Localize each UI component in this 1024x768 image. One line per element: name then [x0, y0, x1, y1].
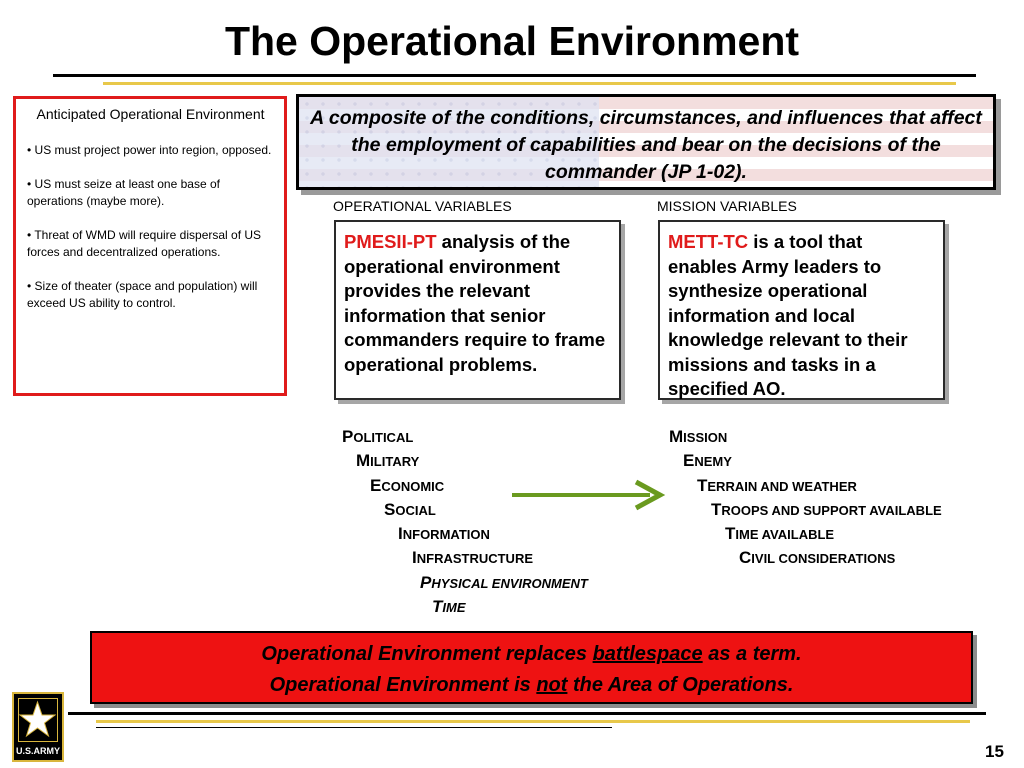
panel-bullet: • Size of theater (space and population) will exceed US ability to control.: [27, 279, 258, 310]
page-number: 15: [985, 742, 1004, 761]
pmesii-item: INFORMATION: [398, 524, 490, 543]
mett-tc-acronym: METT-TC: [668, 231, 749, 252]
us-army-logo: [12, 692, 64, 762]
right-arrow-icon: [510, 478, 670, 512]
mett-tc-description-box: [658, 220, 945, 400]
mett-tc-item: ENEMY: [683, 451, 732, 470]
mett-tc-item: CIVIL CONSIDERATIONS: [739, 548, 896, 567]
mett-tc-description: is a tool that enables Army leaders to synthesize operational information and local knowledge relevant to their missions and tasks in a specified AO.: [668, 231, 908, 399]
mett-tc-item: TERRAIN AND WEATHER: [697, 476, 857, 495]
pmesii-item: MILITARY: [356, 451, 420, 470]
operational-variables-label: OPERATIONAL VARIABLES: [333, 198, 512, 214]
anticipated-environment-panel: [13, 96, 287, 396]
title-rule-gold: [103, 82, 956, 85]
slide-title: The Operational Environment: [224, 18, 800, 64]
operational-environment-note: [90, 631, 973, 704]
pmesii-item: INFRASTRUCTURE: [412, 548, 534, 567]
note-line-2: Operational Environment is not the Area of Operations.: [269, 674, 794, 696]
panel-bullet: • Threat of WMD will require dispersal of US forces and decentralized operations.: [27, 228, 262, 259]
pmesii-item: SOCIAL: [384, 500, 436, 519]
mett-tc-item: MISSION: [669, 427, 728, 446]
note-line-1: Operational Environment replaces battlespace as a term.: [261, 643, 802, 665]
pmesii-description: analysis of the operational environment provides the relevant information that senior commanders require to frame operational problems.: [344, 231, 606, 375]
footer-rule-gold: [96, 720, 970, 723]
footer-rule-thin: [96, 727, 612, 728]
mett-tc-item: TIME AVAILABLE: [725, 524, 835, 543]
mett-tc-item: TROOPS AND SUPPORT AVAILABLE: [711, 500, 942, 519]
panel-bullet: • US must seize at least one base of operations (maybe more).: [27, 177, 220, 208]
pmesii-acronym: PMESII-PT: [344, 231, 437, 252]
panel-bullet: • US must project power into region, opposed.: [27, 143, 272, 157]
mission-variables-label: MISSION VARIABLES: [657, 198, 797, 214]
logo-wordmark: U.S.ARMY: [15, 746, 60, 756]
panel-heading: Anticipated Operational Environment: [36, 106, 265, 122]
pmesii-description-box: [334, 220, 621, 400]
army-star-icon: [18, 698, 58, 742]
pmesii-item: ECONOMIC: [370, 476, 445, 495]
footer-rule-black: [68, 712, 986, 715]
definition-text: A composite of the conditions, circumstances, and influences that affect the employment of capabilities and bear on the decisions of the commander (JP 1-02).: [310, 107, 982, 183]
pmesii-item: PHYSICAL ENVIRONMENT: [420, 573, 588, 592]
definition-box: [296, 94, 996, 190]
title-rule-black: [53, 74, 976, 77]
pmesii-item: POLITICAL: [342, 427, 414, 446]
pmesii-item: TIME: [432, 597, 466, 616]
